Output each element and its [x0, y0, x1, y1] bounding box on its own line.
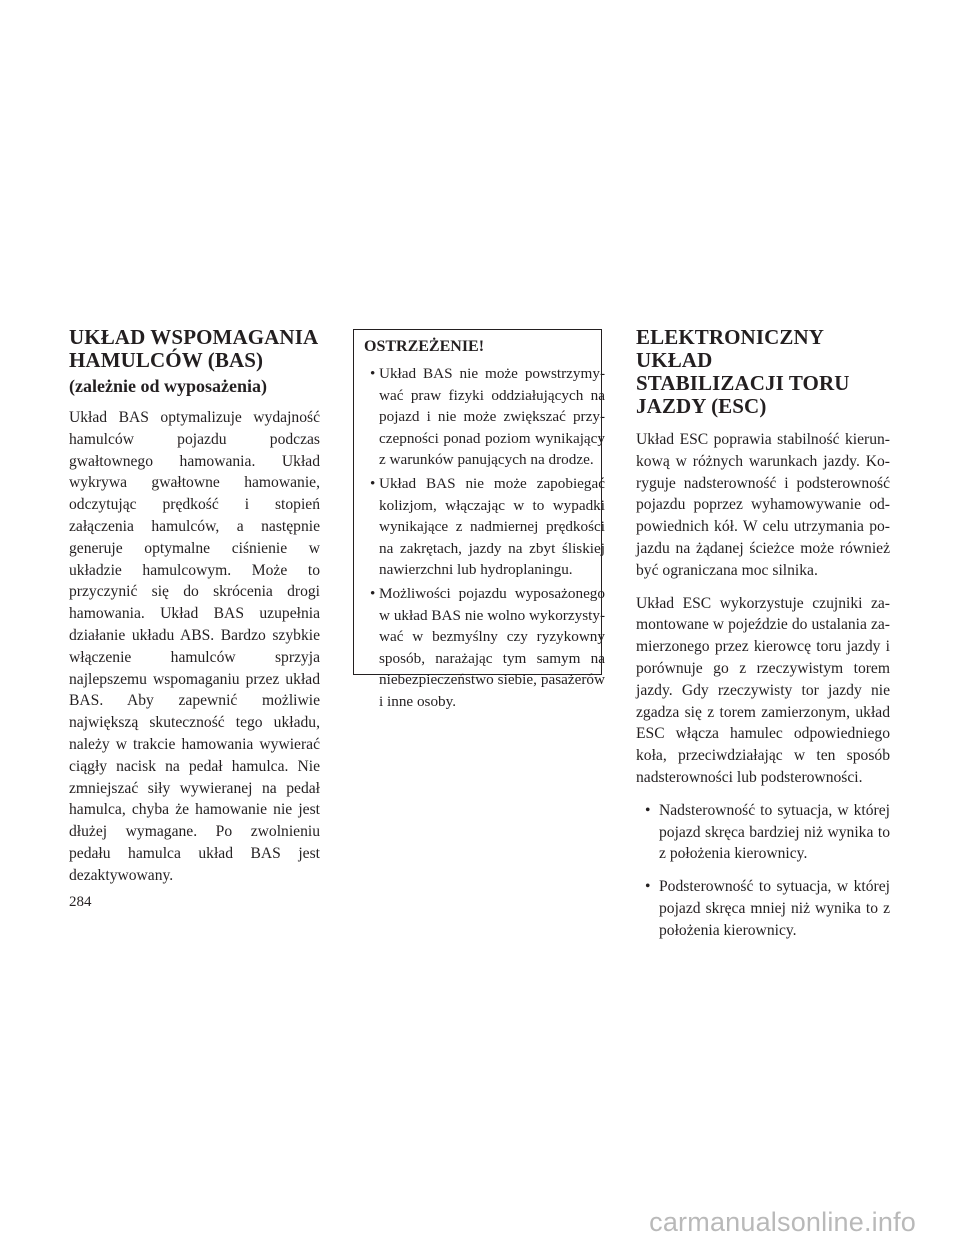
bas-section: [69, 326, 320, 887]
warning-item-text: Układ BAS nie może powstrzymywać praw fizyki oddziałujących na pojazd i nie może zwiększać przyczepności ponad poziom wynikający z warunków panujących na drodze.: [379, 365, 605, 469]
bas-heading: [69, 326, 320, 372]
watermark: carmanualsonline.info: [649, 1207, 916, 1237]
esc-paragraph-1: Układ ESC poprawia stabilność kierunkową w różnych warunkach jazdy. Koryguje nadsterowność i podsterowność pojazdu poprzez wyhamowywanie odpowiednich kół. W celu utrzymania pojazdu na żądanej ścieżce może również być ograniczana moc silnika.: [636, 431, 890, 579]
esc-list-item: [636, 876, 890, 941]
bullet-icon: •: [370, 474, 376, 492]
esc-section: [636, 326, 890, 942]
page-number: 284: [69, 894, 92, 910]
warning-item: [364, 363, 605, 471]
esc-list-item-text: Podsterowność to sytuacja, w której pojazd skręca mniej niż wynika to z położenia kierownicy.: [659, 878, 890, 939]
bullet-icon: •: [370, 365, 376, 382]
esc-heading-line2: STABILIZACJI TORU: [636, 371, 850, 395]
bas-paragraph: Układ BAS optymalizuje wydajność hamulców pojazdu podczas gwałtownego hamowania. Układ wykrywa gwałtowne hamowanie, odczytując prędkość i stopień załączenia hamulców, a następnie generuje optymalne ciśnienie w układzie hamulcowym. Może to przyczynić się do skrócenia drogi hamowania. Układ BAS uzupełnia działanie układu ABS. Bardzo szybkie włączenie hamulców sprzyja najlepszemu wspomaganiu przez układ BAS. Aby zapewnić możliwie największą skuteczność tego układu, należy w trakcie hamowania wywierać ciągły nacisk na pedał hamulca. Nie zmniejszać siły wywieranej na pedał hamulca, chyba że hamowanie nie jest dłużej wymagane. Po zwolnieniu pedału hamulca układ BAS jest dezaktywowany.: [69, 409, 320, 884]
bullet-icon: •: [645, 801, 651, 819]
bas-subheading: (zależnie od wyposażenia): [69, 376, 267, 396]
bas-heading-line2: HAMULCÓW (BAS): [69, 348, 264, 372]
bas-heading-line1: UKŁAD WSPOMAGANIA: [69, 325, 319, 349]
warning-list: [364, 363, 605, 713]
warning-title: OSTRZEŻENIE!: [364, 338, 485, 355]
warning-box: [353, 329, 605, 710]
warning-item: [364, 583, 605, 713]
esc-paragraph-2: Układ ESC wykorzystuje czujniki zamontowane w pojeździe do ustalania zamierzonego przez kierowcę toru jazdy i porównuje go z rzeczywistym torem jazdy. Gdy rzeczywisty tor jazdy nie zgadza się z torem zamierzonym, układ ESC włącza hamulec odpowiedniego koła, przeciwdziałając w ten sposób nadsterowności lub podsterowności.: [636, 594, 890, 786]
esc-list: [636, 800, 890, 942]
esc-heading-line1: ELEKTRONICZNY UKŁAD: [636, 325, 824, 372]
esc-list-item: [636, 800, 890, 865]
bullet-icon: •: [645, 878, 651, 896]
bullet-icon: •: [370, 584, 376, 602]
warning-item-text: Możliwości pojazdu wyposażonego w układ BAS nie wolno wykorzystywać w bezmyślny czy ryzykowny sposób, narażając tym samym na niebezpieczeństwo siebie, pasażerów i inne osoby.: [379, 584, 605, 710]
esc-list-item-text: Nadsterowność to sytuacja, w której pojazd skręca bardziej niż wynika to z położenia kierownicy.: [659, 801, 890, 863]
esc-heading: [636, 326, 890, 418]
esc-heading-line3: JAZDY (ESC): [636, 394, 767, 418]
warning-item: [364, 473, 605, 581]
warning-item-text: Układ BAS nie może zapobiegać kolizjom, włączając w to wypadki wynikające z nadmiernej prędkości na zakrętach, jazdy na zbyt śliskiej nawierzchni lub hydroplaningu.: [379, 474, 605, 579]
